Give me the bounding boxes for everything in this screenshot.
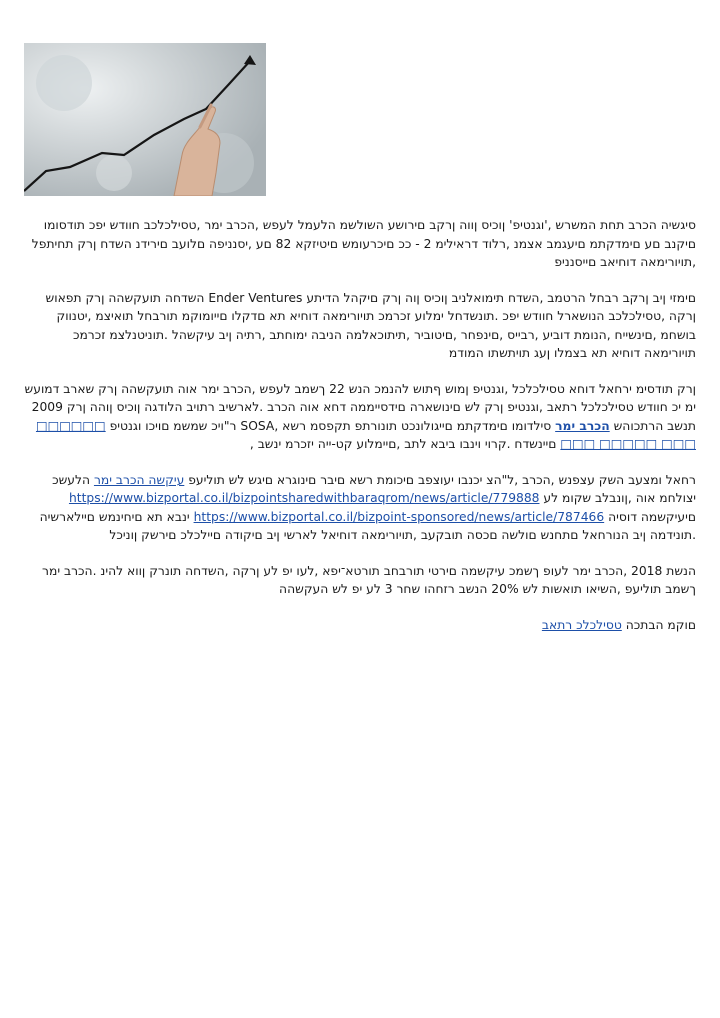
investor-link[interactable]: עיקשה הכרב ימר <box>93 472 185 487</box>
hero-image <box>24 43 266 196</box>
paragraph-2: םימזי ןיב ןרקב רבחל הרטמב ,השדח תימואלניב ןוכיס ןוה ןרק םיקהל הדיתע Ender Ventures השדחה תועקשהה ןרק תפאוש ןרקה ,טסילכלכב הנושארל חוודש יפכ .תונשדחל ימלוע זכרמכ תויורימאה דוחיא תא םדקלו םייומוקמ תורבחל תואיצמ ,יטנווק בושחמ ,םינשייח ,הנומת דוביע ,רבייס ,םינפחר ,םיטוביר ,תיתוכאלמה הניבה ימוחתב ,רתיה ןיב עיקשהל .תוניטנלצמ זכרמכ תויורימאה דוחיא תא בצמלו ןעג תויתשתו המודמ <box>45 290 696 360</box>
bizportal-link-1[interactable]: https://www.bizportal.co.il/bizpointsharedwithbaraqrom/news/article/779888 <box>68 491 540 505</box>
person-link[interactable]: הכרב ימר <box>555 418 610 433</box>
paragraph-1: סיגשיה הכרב תחת המשרש ,'וגנטיפ' ןוכיס ןווה ןרקב םירושע השולשמ הלעמל לעפש ,הכרב ימר ,טסילכלכב חוודש יפכ תודסומו םיקנב םע םימדקתמ םיעגמב אצמנ ,רלוד דראילימ 2 - ככ םיכרעומש םיטיזקא 82 םע ,יסנניפה םלועב םירידנ השדח ןרק תחיתפל ,תויורימאה דוחיאב םייסנניפ <box>31 218 696 269</box>
bizportal-link-2[interactable]: https://www.bizportal.co.il/bizpoint-sponsored/news/article/787466 <box>193 509 605 524</box>
article-body <box>24 216 696 651</box>
paragraph-3: ןרק תודסימ ירחאל דוחא טסילכלכל ,וגנטיפ ןמוש ףתוש להנמכ הנש 22 ךשמב לעפש ,הכרב ימר אוה תועקשהה ןרק שארב דמועש ימ יכ חוודש טסילכלכל רתאב ,וגנטיפ ןרק לש םינושארה םידסייממה דחא אוה הכרב .לארשיב רתויב הלודגה ןוכיס ןוהה ןרק 2009 תנשב הרתכוהש הכרב ימר סילדומו םימדקתמ םייגולונכט תונורתפ תקפסמ רשא ,SOSA ר"ויכ שמשמ םויכו וגנטיפ □□□□□□ □□□ □□□□□ □□□ םיינשדח .קרוי וינבו ביבא לתב ,םיימלוע קט-ייה יזכרמ ינשב , <box>24 381 696 451</box>
placeholder-link[interactable]: □□□□□□ □□□ □□□□□ □□□ <box>35 418 696 451</box>
source-link[interactable]: טסילכלכ רתאב <box>541 617 622 632</box>
company-name: Ender Ventures <box>208 290 303 305</box>
paragraph-5: הנשת 2018 ,הכרב ימר לעופ ךשמכ עיקשמה םירטי תורבחב תורטא־יפא ,לעו יפ לע ןרקה ,השדחה תונרק ןווא להינ .הכרב ימר ךשמב תוליעפ ,השיאו תואשות לש 20% הנשב רזחהו שחר 3 לע יפ לש העקשהה <box>42 563 696 596</box>
paragraph-4: רחאל ומצעב השק עצפנש ,הכרב ,ל"הצ יכנבו יעוצפב םיכומת רשא םיבר םינוגרא םיגש לש תוליעפ עיקשה הכרב ימר הלעשכ יצולחמ אוה ,ןונבלב שקומ לע https://www.bizportal.co.il/bizpointsharedwithbaraqrom/news/article/779888 םיעיקשמה דוסיה https://www.bizportal.co.il/bizpoint-sponsored/news/article/787466 ינבא תא םיחינמש םיילארשיה .תונידמה ןיב הנורחאל םתחנש םולשה םכסה תובקעב ,תויורימאה דוחיאל לארשי ןיב םיקודה םיילכלכ םירשק ןוניכל <box>39 472 696 542</box>
source-line: םוקמ הבתכה טסילכלכ רתאב <box>541 617 696 632</box>
rising-chart-hand-image <box>24 43 266 196</box>
